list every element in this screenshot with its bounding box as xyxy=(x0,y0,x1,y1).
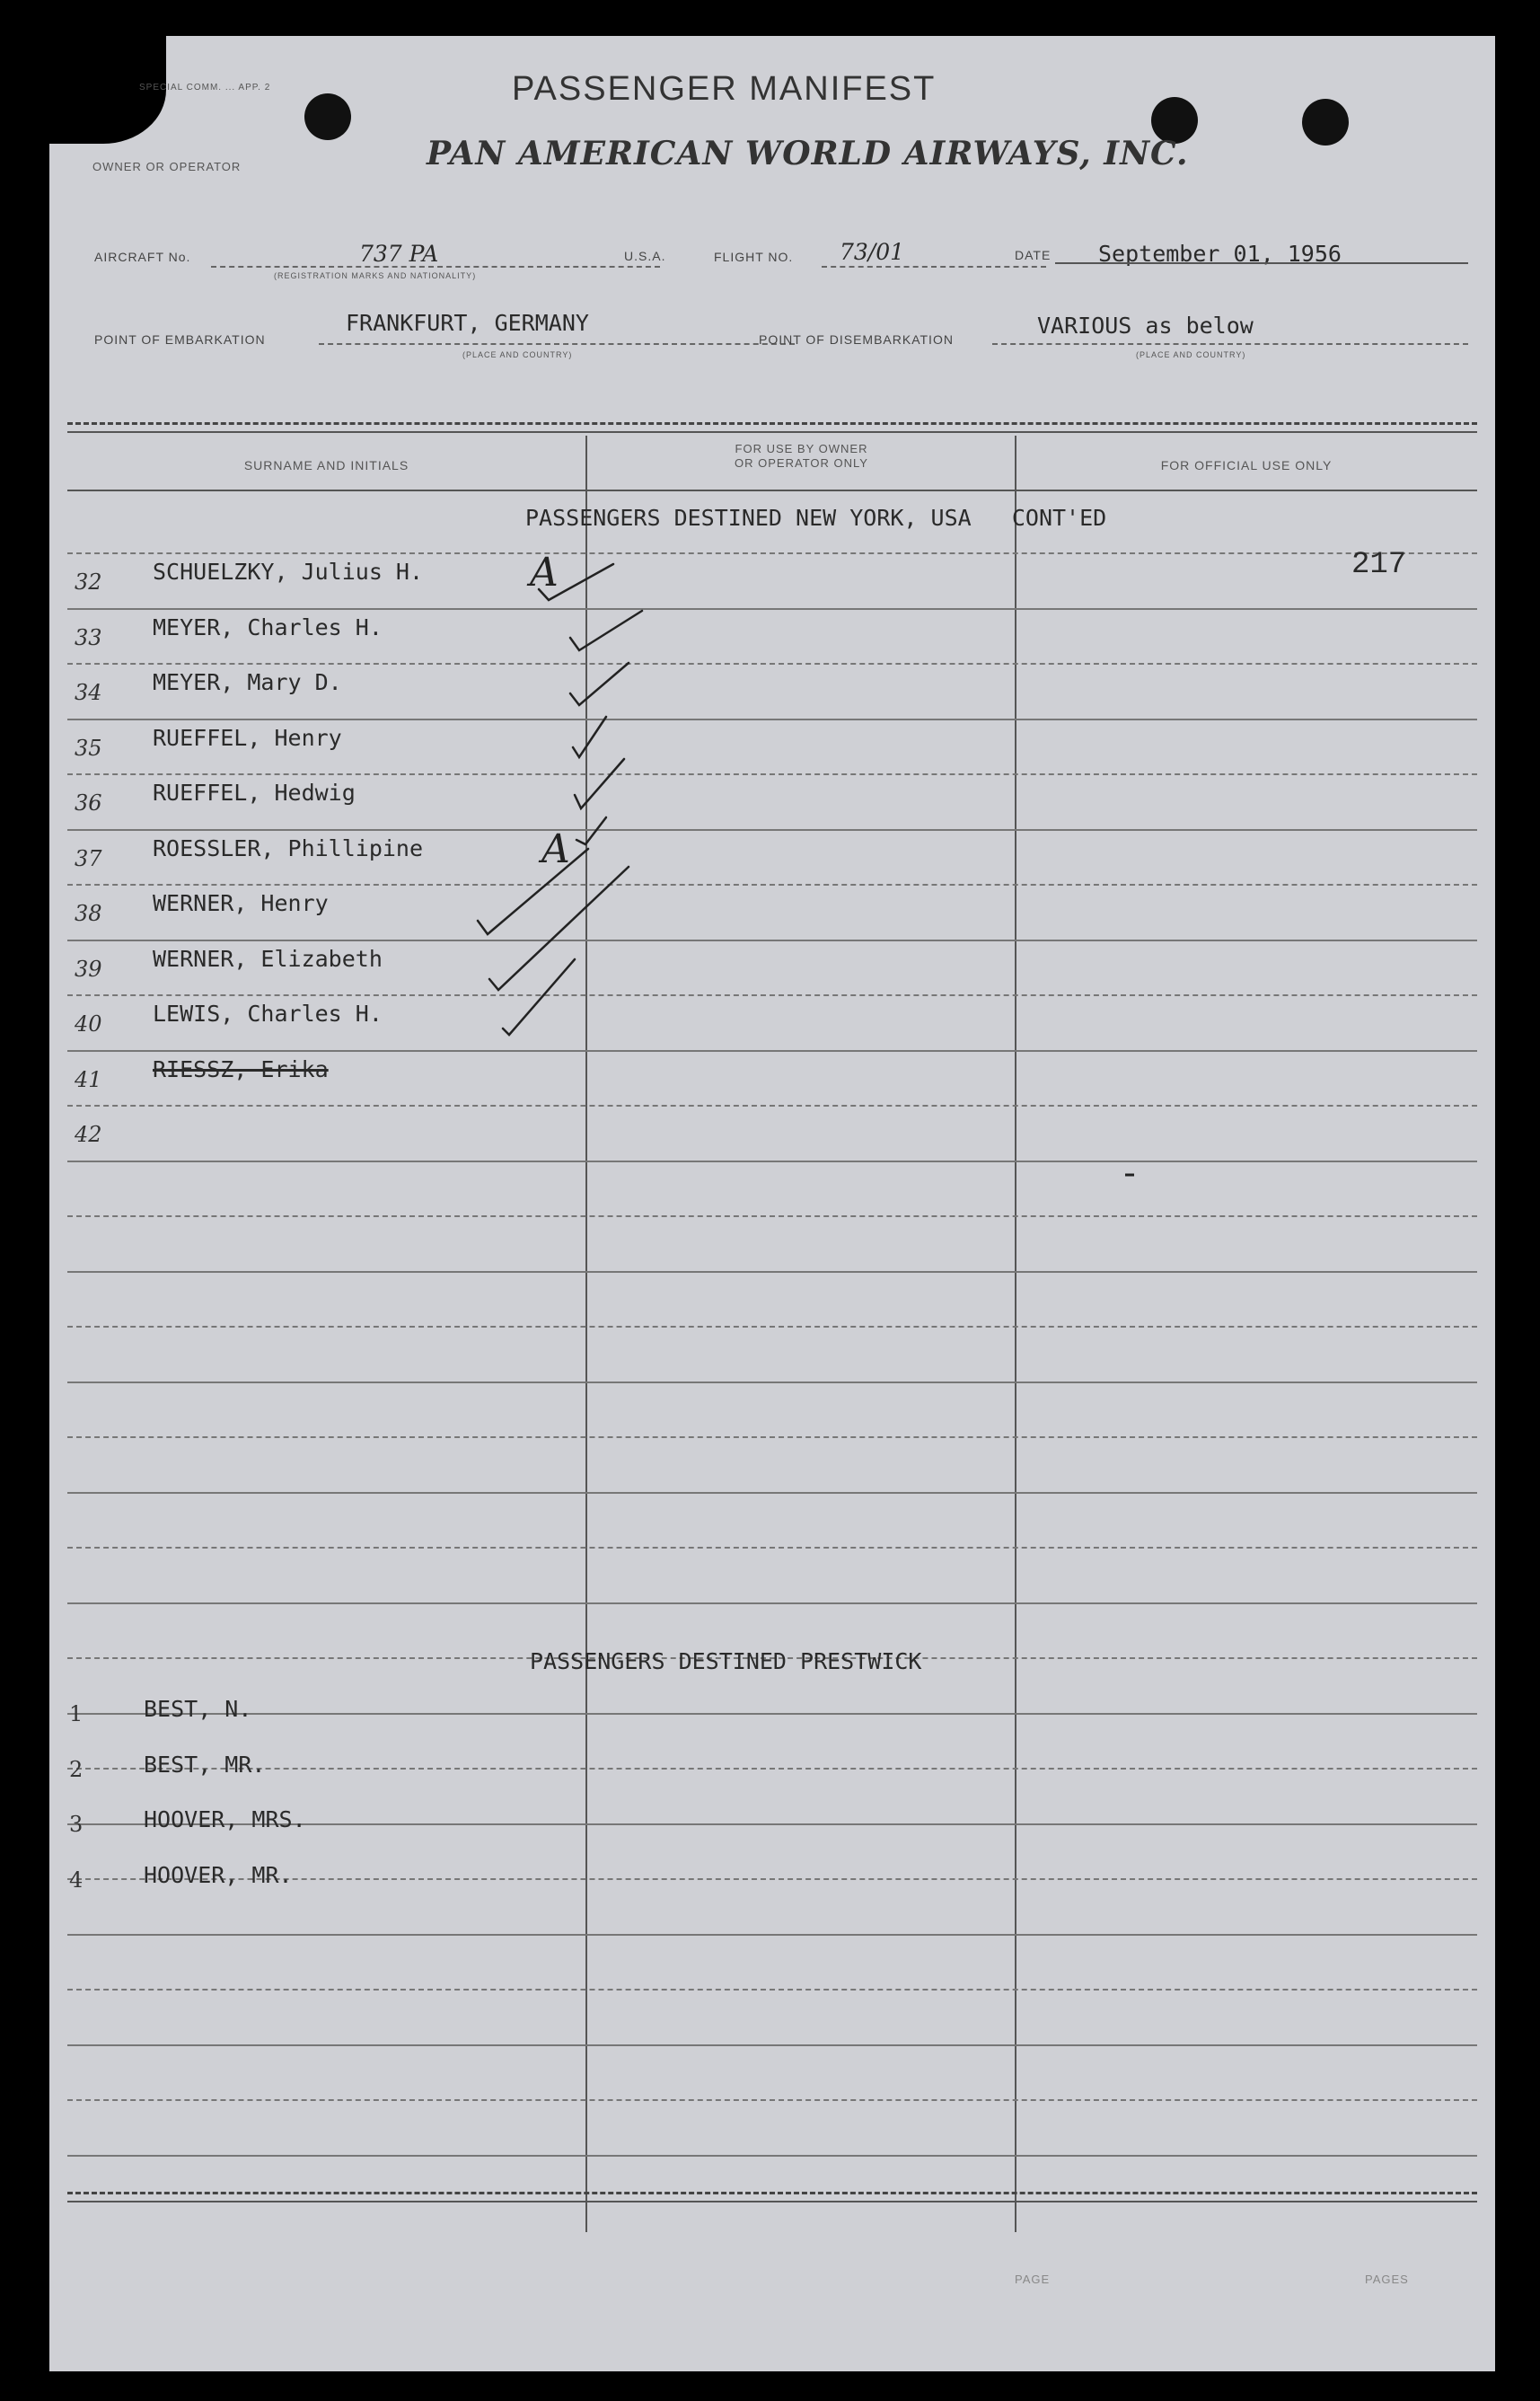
row-number: 42 xyxy=(75,1122,102,1147)
passenger-name: ROESSLER, Phillipine xyxy=(153,834,424,861)
passenger-name: BEST, N. xyxy=(144,1696,252,1722)
passenger-name: HOOVER, MRS. xyxy=(144,1806,306,1832)
row-number: 34 xyxy=(75,680,102,705)
row-number: 38 xyxy=(75,901,102,926)
check-mark xyxy=(489,867,629,990)
passenger-name: WERNER, Henry xyxy=(153,890,329,916)
section-prestwick: PASSENGERS DESTINED PRESTWICK xyxy=(530,1648,922,1674)
passenger-name: RUEFFEL, Henry xyxy=(153,724,342,751)
passenger-name: RUEFFEL, Hedwig xyxy=(153,780,356,806)
check-mark xyxy=(570,611,642,650)
footer-pages-label: PAGES xyxy=(1365,2273,1409,2286)
handwritten-mark: A xyxy=(530,550,559,596)
date-label: DATE xyxy=(1015,248,1052,262)
flight-label: FLIGHT NO. xyxy=(714,250,794,264)
stamp-number: 217 xyxy=(1351,548,1407,582)
date-value: September 01, 1956 xyxy=(1098,241,1342,267)
row-number: 37 xyxy=(75,845,102,871)
row-number: 39 xyxy=(75,956,102,982)
footer-page-label: PAGE xyxy=(1015,2273,1051,2286)
passenger-name: WERNER, Elizabeth xyxy=(153,945,383,972)
col-header-official: FOR OFFICIAL USE ONLY xyxy=(1160,458,1333,472)
check-mark xyxy=(503,959,575,1035)
row-number: 3 xyxy=(69,1812,84,1837)
row-number: 32 xyxy=(75,569,102,595)
handwritten-mark: A xyxy=(541,825,570,872)
passenger-name: SCHUELZKY, Julius H. xyxy=(153,559,424,585)
usa-label: U.S.A. xyxy=(624,249,666,263)
place-label-1: (PLACE AND COUNTRY) xyxy=(462,350,573,359)
col-header-owner: FOR USE BY OWNER OR OPERATOR ONLY xyxy=(735,442,868,470)
row-number: 35 xyxy=(75,735,102,761)
handwritten-checkmarks xyxy=(49,36,1495,2371)
aircraft-value: 737 PA xyxy=(359,241,439,267)
col-header-surname: SURNAME AND INITIALS xyxy=(243,458,409,472)
passenger-name: RIESSZ, Erika xyxy=(153,1055,329,1082)
embark-label: POINT OF EMBARKATION xyxy=(94,332,266,347)
passenger-name: LEWIS, Charles H. xyxy=(153,1001,383,1027)
corner-label: SPECIAL COMM. ... APP. 2 xyxy=(139,83,271,93)
aircraft-label: AIRCRAFT No. xyxy=(94,250,191,264)
embark-value: FRANKFURT, GERMANY xyxy=(346,310,589,336)
manifest-page xyxy=(49,36,1495,2371)
row-number: 1 xyxy=(69,1701,84,1726)
page-title: PASSENGER MANIFEST xyxy=(512,70,937,108)
row-number: 33 xyxy=(75,624,102,650)
row-number: 36 xyxy=(75,790,102,816)
check-mark xyxy=(575,759,624,808)
row-number: 40 xyxy=(75,1011,102,1037)
disembark-label: POINT OF DISEMBARKATION xyxy=(759,332,954,347)
airline-name: PAN AMERICAN WORLD AIRWAYS, INC. xyxy=(427,135,1189,172)
row-number: 41 xyxy=(75,1066,102,1092)
disembark-value: VARIOUS as below xyxy=(1037,313,1254,339)
check-mark xyxy=(539,564,613,600)
check-mark xyxy=(573,717,606,757)
passenger-name: HOOVER, MR. xyxy=(144,1861,293,1888)
check-mark xyxy=(570,663,629,705)
owner-label: OWNER OR OPERATOR xyxy=(92,160,242,173)
passenger-name: MEYER, Mary D. xyxy=(153,669,342,695)
row-number: 2 xyxy=(69,1756,84,1782)
passenger-name: MEYER, Charles H. xyxy=(153,613,383,640)
registration-label: (REGISTRATION MARKS AND NATIONALITY) xyxy=(274,271,477,280)
passenger-name: BEST, MR. xyxy=(144,1751,266,1778)
flight-value: 73/01 xyxy=(840,239,905,265)
place-label-2: (PLACE AND COUNTRY) xyxy=(1136,350,1246,359)
section-new-york: PASSENGERS DESTINED NEW YORK, USA CONT'ED xyxy=(525,505,1107,531)
check-mark xyxy=(576,817,606,844)
row-number: 4 xyxy=(69,1867,84,1893)
